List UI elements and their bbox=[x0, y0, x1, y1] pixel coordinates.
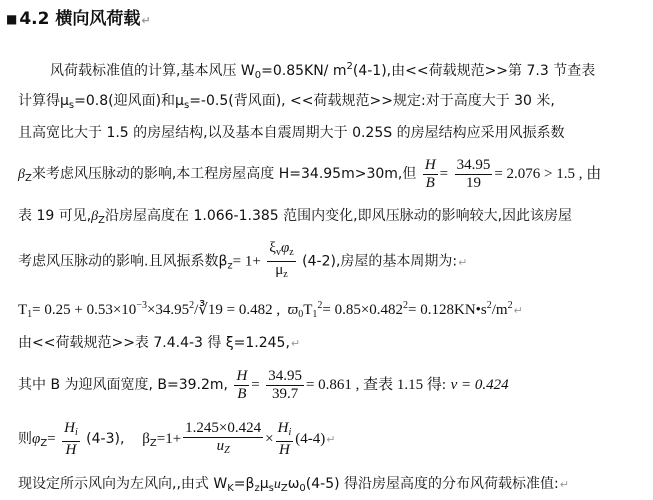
fraction-coefficient bbox=[183, 420, 263, 459]
fraction-numerator bbox=[267, 240, 295, 262]
text: u bbox=[216, 437, 225, 454]
fraction-denominator: H bbox=[65, 441, 77, 458]
subscript: 0 bbox=[254, 70, 262, 81]
beta-symbol: β bbox=[142, 431, 150, 447]
subscript: 1 bbox=[312, 309, 318, 320]
subscript: s bbox=[183, 100, 190, 111]
paragraph-line-8 bbox=[18, 334, 300, 353]
text: =β bbox=[233, 476, 255, 492]
fraction-value bbox=[266, 368, 304, 403]
paragraph-mark: ↵ bbox=[513, 305, 523, 317]
text: =-0.5(背风面), <<荷载规范>>规定:对于高度大于 30 米, bbox=[189, 93, 555, 109]
fraction-numerator bbox=[62, 420, 80, 442]
superscript: 2 bbox=[507, 300, 513, 311]
text: (4-1),由<<荷载规范>>第 7.3 节查表 bbox=[352, 63, 596, 79]
fraction-denominator: H bbox=[278, 441, 290, 458]
text: 且高宽比大于 1.5 的房屋结构,以及基本自震周期大于 0.25S 的房屋结构应采用风振系数 bbox=[18, 125, 565, 141]
fraction-numerator: 34.95 bbox=[268, 367, 302, 384]
fraction-hi-over-h bbox=[276, 420, 294, 459]
text: 其中 B 为迎风面宽度, B=39.2m, bbox=[18, 377, 228, 393]
superscript: 2 bbox=[189, 300, 195, 311]
paragraph-line-3 bbox=[18, 124, 565, 142]
text: 现设定所示风向为左风向,,由式 W bbox=[18, 476, 228, 492]
paragraph-line-11 bbox=[18, 475, 569, 498]
paragraph-line-9 bbox=[18, 365, 509, 405]
text: μ bbox=[259, 476, 269, 492]
subscript: Z bbox=[40, 438, 48, 449]
phi-symbol: φ bbox=[32, 431, 41, 447]
nu-value: ν = 0.424 bbox=[450, 377, 509, 393]
beta-symbol: β bbox=[18, 167, 25, 182]
text: ×34.95 bbox=[146, 302, 190, 318]
fraction-numerator: 34.95 bbox=[456, 156, 491, 173]
text: (4-4) bbox=[295, 431, 326, 447]
subscript: Z bbox=[224, 444, 230, 456]
fraction-xi-phi-over-mu bbox=[267, 240, 295, 283]
fraction-value bbox=[455, 157, 493, 192]
subscript: K bbox=[227, 483, 234, 494]
heading-bullet: ■ bbox=[6, 12, 18, 26]
superscript: 2 bbox=[317, 300, 323, 311]
subscript: Z bbox=[24, 173, 32, 184]
text: (4-2),房屋的基本周期为: bbox=[302, 253, 458, 270]
xi-symbol: ξ bbox=[269, 240, 276, 256]
beta-symbol: β bbox=[91, 209, 99, 224]
text: =1+ bbox=[156, 431, 182, 447]
text: T bbox=[303, 302, 313, 318]
subscript: z bbox=[289, 247, 294, 258]
subscript: i bbox=[288, 426, 292, 438]
subscript: 0 bbox=[299, 483, 306, 494]
phi-symbol: φ bbox=[280, 240, 290, 256]
text: u bbox=[273, 477, 281, 492]
text: =0.8(迎风面)和μ bbox=[74, 93, 184, 109]
heading-title: 4.2 横向风荷载 bbox=[19, 9, 141, 29]
text: T bbox=[18, 302, 28, 318]
text: (4-5) 得沿房屋高度的分布风荷载标准值: bbox=[305, 476, 559, 492]
text: 考虑风压脉动的影响.且风振系数β bbox=[18, 253, 228, 270]
fraction-denominator bbox=[183, 438, 263, 459]
text: = 0.861 , 查表 1.15 得: bbox=[305, 377, 447, 393]
text: = 0.85×0.482 bbox=[322, 302, 404, 318]
paragraph-line-1 bbox=[50, 58, 595, 85]
subscript: v bbox=[275, 247, 281, 258]
equals-sign: = bbox=[439, 166, 449, 182]
fraction-h-over-b bbox=[423, 157, 438, 192]
subscript: 0 bbox=[298, 309, 304, 320]
text: 表 19 可见, bbox=[18, 208, 92, 224]
text: /∛19 = 0.482 , bbox=[194, 302, 281, 318]
fraction-numerator: 1.245×0.424 bbox=[185, 419, 262, 436]
paragraph-line-2 bbox=[18, 92, 555, 115]
fraction-numerator: H bbox=[236, 367, 248, 384]
text: 来考虑风压脉动的影响,本工程房屋高度 H=34.95m>30m,但 bbox=[31, 166, 417, 182]
subscript: 1 bbox=[27, 309, 33, 320]
paragraph-mark: ↵ bbox=[559, 478, 569, 491]
paragraph-line-6 bbox=[18, 240, 467, 287]
paragraph-mark: ↵ bbox=[326, 433, 336, 446]
fraction-denominator: B bbox=[237, 385, 247, 402]
subscript: Z bbox=[149, 438, 157, 449]
text: 则 bbox=[18, 431, 32, 447]
mu-symbol: μ bbox=[275, 262, 284, 278]
fraction-hi-over-h bbox=[62, 420, 80, 459]
text: /m bbox=[491, 302, 508, 318]
fraction-numerator bbox=[276, 420, 294, 442]
paragraph-line-4 bbox=[18, 154, 601, 199]
text: H bbox=[277, 419, 289, 436]
fraction-denominator: 19 bbox=[465, 174, 481, 191]
text: = 2.076 > 1.5 , 由 bbox=[494, 166, 602, 182]
paragraph-mark: ↵ bbox=[458, 255, 468, 269]
times-sign: × bbox=[265, 431, 274, 447]
superscript: 2 bbox=[346, 61, 353, 72]
omega-symbol: ϖ bbox=[287, 302, 299, 318]
subscript: s bbox=[268, 483, 274, 494]
subscript: z bbox=[227, 260, 233, 272]
subscript: Z bbox=[280, 483, 288, 494]
equals-sign: = bbox=[47, 431, 56, 447]
paragraph-line-10 bbox=[18, 419, 335, 464]
text: 风荷载标准值的计算,基本风压 W bbox=[50, 63, 255, 79]
fraction-numerator: H bbox=[424, 156, 436, 173]
text: = 0.25 + 0.53×10 bbox=[32, 302, 137, 318]
fraction-h-over-b bbox=[234, 368, 249, 403]
section-heading bbox=[6, 4, 151, 29]
text: = 0.128KN•s bbox=[408, 302, 487, 318]
omega-symbol: ω bbox=[287, 476, 300, 492]
text: =0.85KN/ m bbox=[261, 63, 347, 79]
paragraph-line-5 bbox=[18, 207, 572, 230]
paragraph-line-7 bbox=[18, 297, 523, 324]
fraction-denominator bbox=[267, 262, 295, 283]
superscript: 2 bbox=[486, 300, 492, 311]
equals-sign: = bbox=[251, 377, 260, 393]
text: 由<<荷载规范>>表 7.4.4-3 得 ξ=1.245, bbox=[18, 335, 290, 351]
text: 计算得μ bbox=[18, 93, 69, 109]
superscript: 2 bbox=[403, 300, 409, 311]
subscript: z bbox=[254, 483, 260, 494]
fraction-denominator: B bbox=[425, 174, 435, 191]
text: H bbox=[64, 419, 75, 436]
subscript: Z bbox=[98, 215, 106, 226]
paragraph-mark: ↵ bbox=[141, 14, 151, 27]
subscript: z bbox=[283, 269, 288, 280]
text: (4-3), bbox=[86, 431, 125, 447]
paragraph-mark: ↵ bbox=[290, 337, 301, 350]
fraction-denominator: 39.7 bbox=[271, 385, 299, 402]
subscript: i bbox=[74, 426, 78, 438]
subscript: s bbox=[68, 100, 75, 111]
text: = 1+ bbox=[232, 253, 261, 270]
text: 沿房屋高度在 1.066-1.385 范围内变化,即风压脉动的影响较大,因此该房屋 bbox=[105, 208, 573, 224]
superscript: −3 bbox=[136, 300, 147, 311]
